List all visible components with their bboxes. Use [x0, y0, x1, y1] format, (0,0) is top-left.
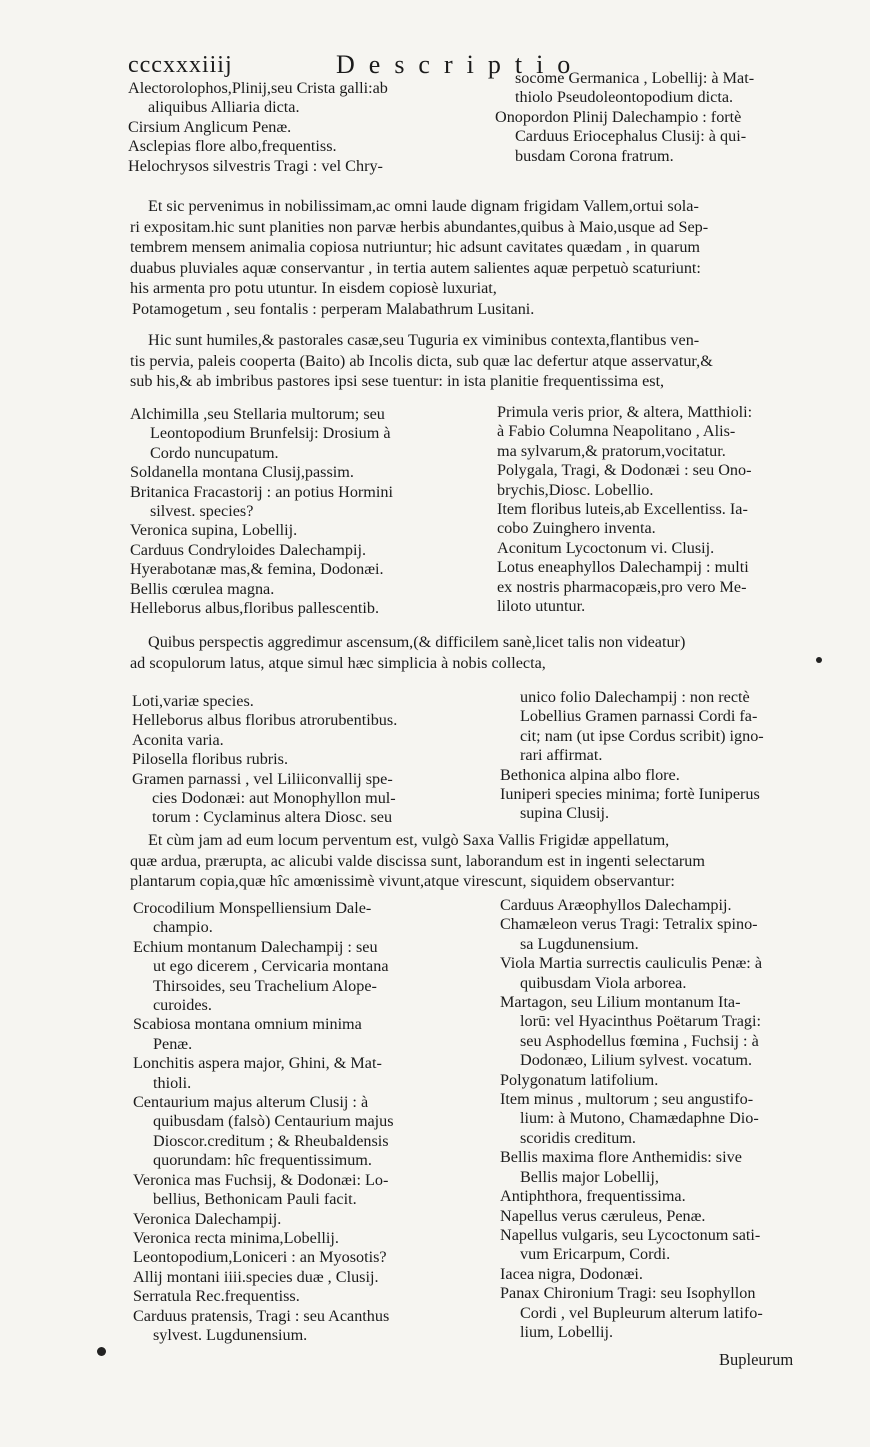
text-line: busdam Corona fratrum. [515, 146, 674, 165]
ink-speck [816, 657, 822, 663]
text-line: Hyerabotanæ mas,& femina, Dodonæi. [130, 560, 384, 579]
text-line: à Fabio Columna Neapolitano , Alis- [497, 422, 736, 441]
block3-right-column [500, 688, 764, 824]
block2-left-column [130, 405, 393, 618]
text-line: Quibus perspectis aggredimur ascensum,(& difficilem sanè,licet talis non videatur) [148, 633, 686, 651]
text-line: vum Ericarpum, Cordi. [520, 1245, 671, 1264]
text-line: Aconita varia. [132, 730, 224, 749]
block1-left-column [128, 79, 388, 176]
text-line: cies Dodonæi: aut Monophyllon mul- [152, 789, 396, 808]
block2-right-column [497, 403, 752, 616]
text-line: Dioscor.creditum ; & Rheubaldensis [153, 1131, 389, 1150]
paragraph-3 [130, 632, 810, 673]
text-line: Onopordon Plinij Dalechampio : fortè [495, 107, 742, 126]
text-line: Penæ. [153, 1034, 193, 1053]
text-line: Bellis major Lobellij, [520, 1167, 659, 1186]
text-line: Chamæleon verus Tragi: Tetralix spino- [500, 915, 758, 934]
text-line: lorū: vel Hyacinthus Poëtarum Tragi: [520, 1012, 761, 1031]
text-line: lium, Lobellij. [520, 1322, 614, 1341]
text-line: ri expositam.hic sunt planities non parvæ herbis abundantes,quibus à Maio,usque ad Sep- [130, 217, 709, 236]
text-line: Thirsoides, seu Trachelium Alope- [153, 976, 377, 995]
text-line: bellius, Bethonicam Pauli facit. [153, 1190, 357, 1209]
text-line: Veronica supina, Lobellij. [130, 521, 298, 540]
catchword: Bupleurum [719, 1350, 794, 1369]
block3-left-column [132, 692, 397, 828]
text-line: thiolo Pseudoleontopodium dicta. [515, 88, 734, 107]
text-line: Allij montani iiii.species duæ , Clusij. [133, 1267, 379, 1286]
block4-right-column [500, 896, 763, 1342]
block1-right-column [495, 69, 754, 166]
text-line: Primula veris prior, & altera, Matthioli: [497, 403, 753, 421]
text-line: cit; nam (ut ipse Cordus scribit) igno- [520, 726, 764, 745]
paragraph-1 [130, 196, 810, 299]
text-line: Carduus Aræophyllos Dalechampij. [500, 896, 732, 914]
text-line: Hic sunt humiles,& pastorales casæ,seu Tuguria ex viminibus contexta,flantibus ven- [148, 331, 700, 349]
text-line: Veronica mas Fuchsij, & Dodonæi: Lo- [133, 1170, 389, 1189]
text-line: Iacea nigra, Dodonæi. [500, 1264, 643, 1283]
text-line: torum : Cyclaminus altera Diosc. seu [152, 808, 393, 827]
text-line: ad scopulorum latus, atque simul hæc simplicia à nobis collecta, [130, 653, 546, 672]
text-line: Bellis cœrulea magna. [130, 579, 275, 598]
text-line: silvest. species? [150, 502, 254, 521]
text-line: quæ ardua, prærupta, ac alicubi valde discissa sunt, laborandum est in ingenti selectarum [130, 851, 705, 870]
text-line: seu Asphodellus fœmina , Fuchsij : à [520, 1031, 759, 1050]
text-line: Helleborus albus floribus atrorubentibus. [132, 711, 398, 730]
text-line: Bethonica alpina albo flore. [500, 765, 680, 784]
paragraph-2 [130, 330, 810, 392]
text-line: duabus pluviales aquæ conservantur , in tertia autem salientes aquæ perpetuò scaturiunt: [130, 258, 701, 277]
text-line: ut ego dicerem , Cervicaria montana [153, 957, 389, 976]
text-line: quibusdam (falsò) Centaurium majus [153, 1112, 394, 1131]
text-line: Lotus eneaphyllos Dalechampij : multi [497, 558, 749, 577]
text-line: quibusdam Viola arborea. [520, 973, 687, 992]
text-line: Alchimilla ,seu Stellaria multorum; seu [130, 405, 385, 423]
text-line: Iuniperi species minima; fortè Iuniperus [500, 785, 760, 804]
text-line: supina Clusij. [520, 804, 610, 823]
text-line: Antiphthora, frequentissima. [500, 1187, 686, 1206]
text-line: Viola Martia surrectis cauliculis Penæ: à [500, 954, 763, 973]
text-line: Et sic pervenimus in nobilissimam,ac omni laude dignam frigidam Vallem,ortui sola- [148, 197, 699, 215]
text-line: champio. [153, 918, 213, 937]
text-line: Leontopodium,Loniceri : an Myosotis? [133, 1248, 387, 1267]
text-line: Centaurium majus alterum Clusij : à [133, 1093, 369, 1112]
text-line: Item floribus luteis,ab Excellentiss. Ia- [497, 500, 748, 519]
text-line: Carduus Eriocephalus Clusij: à qui- [515, 127, 747, 146]
text-line: Cirsium Anglicum Penæ. [128, 117, 292, 136]
text-line: Item minus , multorum ; seu angustifo- [500, 1090, 754, 1109]
text-line: his armenta pro potu utuntur. In eisdem copiosè luxuriat, [130, 279, 497, 298]
text-line: lium: à Mutono, Chamædaphne Dio- [520, 1109, 759, 1128]
text-line: Panax Chironium Tragi: seu Isophyllon [500, 1284, 756, 1303]
text-line: Veronica Dalechampij. [133, 1209, 282, 1228]
text-line: Et cùm jam ad eum locum perventum est, vulgò Saxa Vallis Frigidæ appellatum, [148, 831, 670, 849]
running-title: Descriptio [336, 50, 585, 79]
text-line: Napellus verus cæruleus, Penæ. [500, 1206, 706, 1225]
text-line: Crocodilium Monspelliensium Dale- [133, 899, 372, 917]
text-line: Britanica Fracastorij : an potius Hormini [130, 482, 393, 501]
text-line: aliquibus Alliaria dicta. [148, 98, 300, 117]
text-line: tembrem mensem animalia copiosa nutriuntur; hic adsunt cavitates quædam , in quarum [130, 238, 701, 257]
text-line: socome Germanica , Lobellij: à Mat- [515, 69, 755, 87]
text-line: Napellus vulgaris, seu Lycoctonum sati- [500, 1225, 761, 1244]
text-line: Helochrysos silvestris Tragi : vel Chry- [128, 156, 383, 175]
text-line: sa Lugdunensium. [520, 934, 639, 953]
text-line: liloto utuntur. [497, 597, 586, 616]
text-line: Leontopodium Brunfelsij: Drosium à [150, 424, 391, 443]
text-line: Lonchitis aspera major, Ghini, & Mat- [133, 1054, 382, 1073]
text-line: unico folio Dalechampij : non rectè [520, 688, 750, 706]
text-line: Carduus Condryloides Dalechampij. [130, 540, 367, 559]
text-line: ma sylvarum,& pratorum,vocitatur. [497, 441, 726, 460]
paragraph-4 [130, 830, 810, 892]
text-line: Cordi , vel Bupleurum alterum latifo- [520, 1303, 763, 1322]
text-line: quorundam: hîc frequentissimum. [153, 1151, 372, 1170]
text-line: Veronica recta minima,Lobellij. [133, 1228, 339, 1247]
text-line: Polygonatum latifolium. [500, 1070, 659, 1089]
text-line: Polygala, Tragi, & Dodonæi : seu Ono- [497, 461, 752, 480]
text-line: Dodonæo, Lilium sylvest. vocatum. [520, 1051, 753, 1070]
text-line: Echium montanum Dalechampij : seu [133, 937, 378, 956]
text-line: Lobellius Gramen parnassi Cordi fa- [520, 707, 758, 726]
text-line: Bellis maxima flore Anthemidis: sive [500, 1148, 742, 1167]
text-line: Carduus pratensis, Tragi : seu Acanthus [133, 1306, 390, 1325]
text-line: curoides. [153, 996, 212, 1015]
text-line: Asclepias flore albo,frequentiss. [128, 137, 337, 156]
text-line: brychis,Diosc. Lobellio. [497, 480, 654, 499]
text-line: Scabiosa montana omnium minima [133, 1015, 362, 1034]
text-line: Serratula Rec.frequentiss. [133, 1287, 300, 1306]
text-line: rari affirmat. [520, 746, 603, 765]
text-line: Gramen parnassi , vel Liliiconvallij spe- [132, 769, 393, 788]
text-line: Helleborus albus,floribus pallescentib. [130, 599, 380, 618]
text-line: cobo Zuinghero inventa. [497, 519, 656, 538]
text-line: ex nostris pharmacopæis,pro vero Me- [497, 577, 747, 596]
text-line: tis pervia, paleis cooperta (Baito) ab Incolis dicta, sub quæ lac defertur atque asservatur,& [130, 351, 713, 370]
block4-left-column [133, 899, 394, 1345]
text-line: Loti,variæ species. [132, 692, 254, 710]
ink-speck [97, 1347, 106, 1356]
text-line: Pilosella floribus rubris. [132, 750, 289, 769]
potamogeton-line: Potamogetum , seu fontalis : perperam Malabathrum Lusitani. [132, 300, 535, 318]
text-line: thioli. [153, 1073, 192, 1092]
text-line: plantarum copia,quæ hîc amœnissimè vivunt,atque virescunt, siquidem observantur: [130, 872, 675, 891]
text-line: Soldanella montana Clusij,passim. [130, 463, 354, 482]
folio-number: cccxxxiiij [128, 52, 233, 78]
text-line: sylvest. Lugdunensium. [153, 1325, 308, 1344]
text-line: Alectorolophos,Plinij,seu Crista galli:ab [128, 79, 388, 97]
text-line: Aconitum Lycoctonum vi. Clusij. [497, 538, 715, 557]
text-line: scoridis creditum. [520, 1128, 636, 1147]
text-line: Martagon, seu Lilium montanum Ita- [500, 993, 741, 1012]
text-line: Cordo nuncupatum. [150, 443, 279, 462]
text-line: sub his,& ab imbribus pastores ipsi sese tuentur: in ista planitie frequentissima est, [130, 372, 665, 391]
